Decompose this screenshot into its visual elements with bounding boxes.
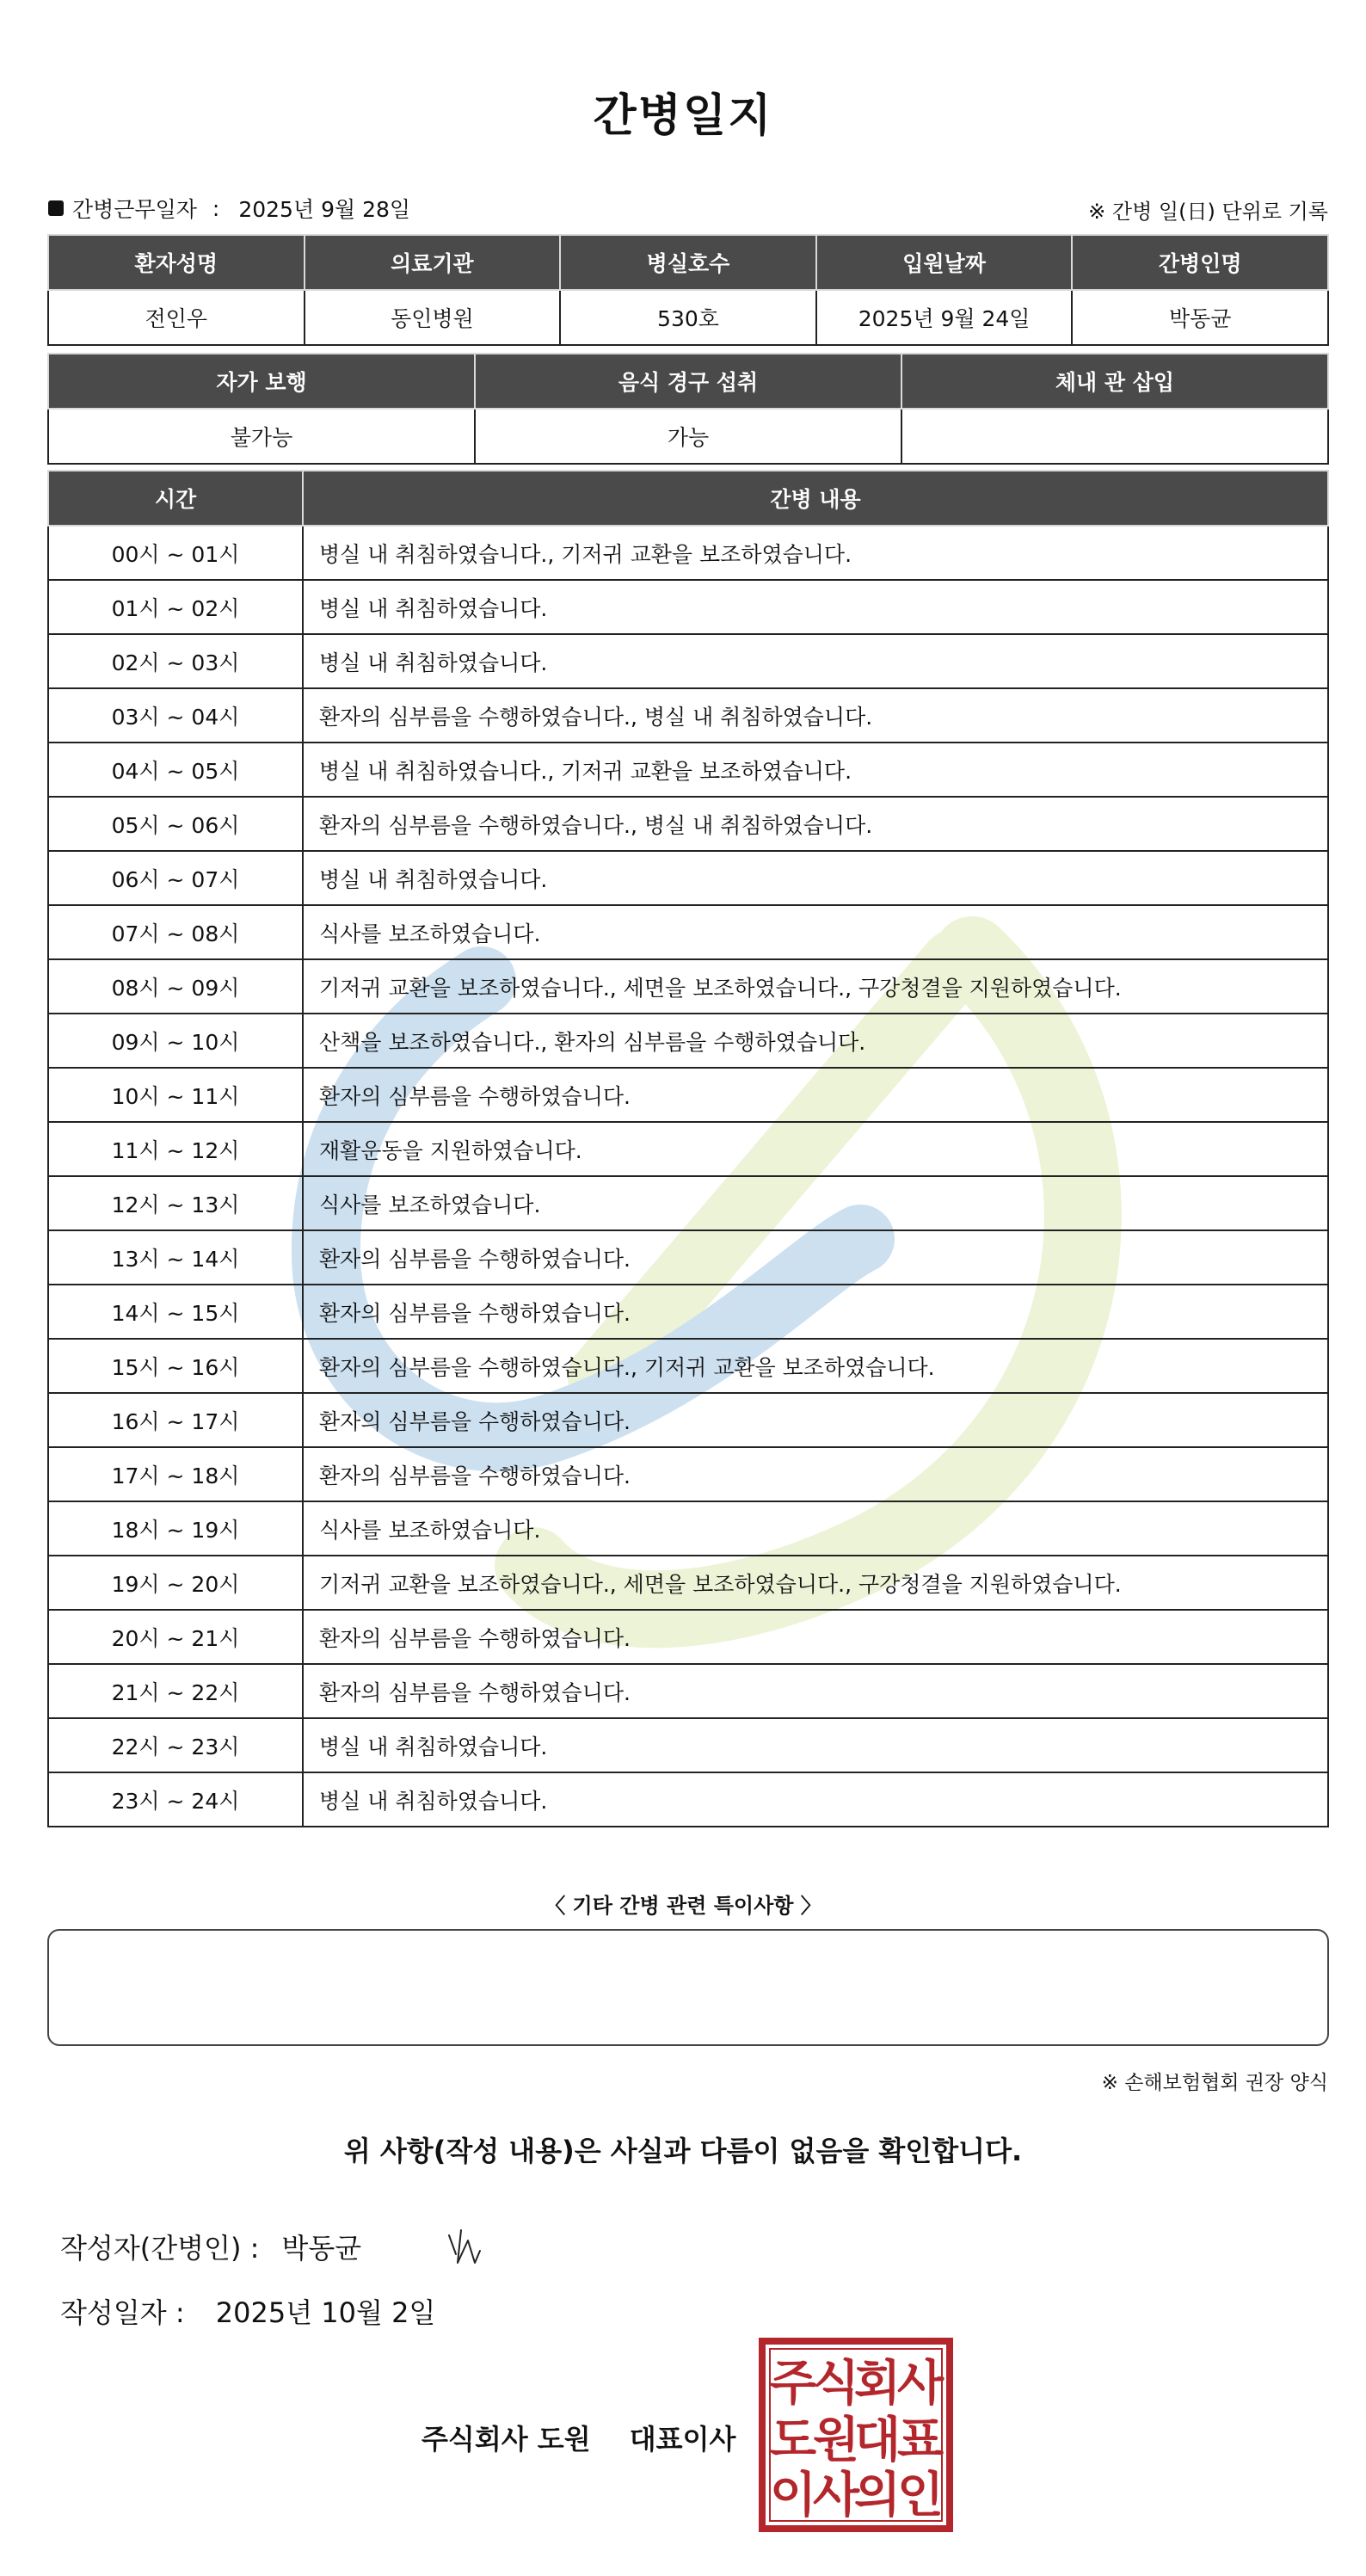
company-line	[421, 2418, 735, 2457]
log-content: 병실 내 취침하였습니다.	[303, 1718, 1328, 1772]
log-content: 산책을 보조하였습니다., 환자의 심부름을 수행하였습니다.	[303, 1014, 1328, 1068]
log-content: 기저귀 교환을 보조하였습니다., 세면을 보조하였습니다., 구강청결을 지원하였습니다.	[303, 1556, 1328, 1610]
stamp-char: 주	[769, 2356, 817, 2412]
log-content: 병실 내 취침하였습니다.	[303, 1772, 1328, 1827]
table-row	[48, 1447, 1328, 1501]
log-content: 병실 내 취침하였습니다., 기저귀 교환을 보조하였습니다.	[303, 526, 1328, 580]
stamp-char: 원	[812, 2413, 860, 2468]
table-row	[48, 1393, 1328, 1447]
page-title: 간병일지	[593, 90, 773, 142]
table-row	[48, 905, 1328, 959]
header-patient-name: 환자성명	[48, 235, 305, 290]
log-time: 19시 ~ 20시	[48, 1556, 303, 1610]
care-log-table	[47, 470, 1329, 1827]
writer-line	[60, 2225, 504, 2268]
table-row	[48, 1339, 1328, 1393]
stamp-char: 사	[812, 2468, 860, 2524]
log-time: 13시 ~ 14시	[48, 1230, 303, 1285]
header-self-walking: 자가 보행	[48, 354, 475, 409]
admission-date: 2025년 9월 24일	[816, 290, 1073, 345]
write-date-line	[60, 2291, 435, 2331]
log-content: 환자의 심부름을 수행하였습니다., 병실 내 취침하였습니다.	[303, 688, 1328, 743]
log-time: 08시 ~ 09시	[48, 959, 303, 1014]
stamp-char: 의	[853, 2468, 901, 2524]
stamp-char: 대	[853, 2413, 901, 2468]
header-admission-date: 입원날짜	[816, 235, 1073, 290]
table-row	[48, 1122, 1328, 1176]
write-date-value: 2025년 10월 2일	[215, 2296, 436, 2329]
table-row	[48, 1556, 1328, 1610]
table-row	[48, 634, 1328, 688]
header-caregiver-name: 간병인명	[1072, 235, 1328, 290]
table-row	[48, 959, 1328, 1014]
patient-info-table	[47, 234, 1329, 346]
patient-name: 전인우	[48, 290, 305, 345]
table-row	[48, 526, 1328, 580]
table-row	[48, 688, 1328, 743]
log-time: 09시 ~ 10시	[48, 1014, 303, 1068]
company-seal-stamp	[759, 2338, 953, 2532]
oral-intake: 가능	[475, 409, 901, 464]
log-time: 12시 ~ 13시	[48, 1176, 303, 1230]
log-time: 22시 ~ 23시	[48, 1718, 303, 1772]
room-number: 530호	[560, 290, 816, 345]
table-row	[48, 743, 1328, 797]
table-row	[48, 1285, 1328, 1339]
table-row	[48, 1772, 1328, 1827]
table-row	[48, 1610, 1328, 1664]
log-content: 기저귀 교환을 보조하였습니다., 세면을 보조하였습니다., 구강청결을 지원하였습니다.	[303, 959, 1328, 1014]
table-row	[48, 580, 1328, 634]
hospital: 동인병원	[305, 290, 561, 345]
log-content: 환자의 심부름을 수행하였습니다., 기저귀 교환을 보조하였습니다.	[303, 1339, 1328, 1393]
log-time: 21시 ~ 22시	[48, 1664, 303, 1718]
stamp-char: 회	[853, 2356, 901, 2412]
log-content: 식사를 보조하였습니다.	[303, 1501, 1328, 1556]
table-row	[48, 1230, 1328, 1285]
table-row	[48, 1501, 1328, 1556]
remarks-title: 〈 기타 간병 관련 특이사항 〉	[545, 1894, 821, 1918]
log-content: 재활운동을 지원하였습니다.	[303, 1122, 1328, 1176]
log-content: 환자의 심부름을 수행하였습니다.	[303, 1664, 1328, 1718]
tube-insertion	[901, 409, 1328, 464]
stamp-char: 이	[769, 2468, 817, 2524]
log-time: 01시 ~ 02시	[48, 580, 303, 634]
log-content: 환자의 심부름을 수행하였습니다.	[303, 1285, 1328, 1339]
table-row	[48, 1014, 1328, 1068]
log-time: 18시 ~ 19시	[48, 1501, 303, 1556]
log-content: 환자의 심부름을 수행하였습니다.	[303, 1068, 1328, 1122]
log-content: 환자의 심부름을 수행하였습니다.	[303, 1610, 1328, 1664]
table-row	[48, 1664, 1328, 1718]
care-log-body	[48, 526, 1328, 1827]
log-time: 17시 ~ 18시	[48, 1447, 303, 1501]
log-content: 병실 내 취침하였습니다., 기저귀 교환을 보조하였습니다.	[303, 743, 1328, 797]
stamp-char: 사	[896, 2356, 945, 2412]
log-content: 환자의 심부름을 수행하였습니다.	[303, 1393, 1328, 1447]
bullet-square-icon	[48, 200, 64, 216]
log-content: 환자의 심부름을 수행하였습니다., 병실 내 취침하였습니다.	[303, 797, 1328, 851]
log-time: 06시 ~ 07시	[48, 851, 303, 905]
log-time: 11시 ~ 12시	[48, 1122, 303, 1176]
log-time: 10시 ~ 11시	[48, 1068, 303, 1122]
caregiver-name: 박동균	[1072, 290, 1328, 345]
form-note: ※ 손해보험협회 권장 양식	[1101, 2072, 1328, 2094]
signature-icon	[444, 2225, 504, 2268]
log-time: 00시 ~ 01시	[48, 526, 303, 580]
write-date-label: 작성일자 :	[60, 2296, 185, 2329]
work-date-label: 간병근무일자	[72, 197, 197, 222]
unit-note: ※ 간병 일(日) 단위로 기록	[1088, 200, 1328, 224]
log-content: 식사를 보조하였습니다.	[303, 905, 1328, 959]
header-room-number: 병실호수	[560, 235, 816, 290]
log-time: 07시 ~ 08시	[48, 905, 303, 959]
header-oral-intake: 음식 경구 섭취	[475, 354, 901, 409]
log-content: 식사를 보조하였습니다.	[303, 1176, 1328, 1230]
stamp-char: 표	[896, 2413, 945, 2468]
table-row	[48, 797, 1328, 851]
work-date-separator: :	[212, 195, 220, 221]
header-care-content: 간병 내용	[303, 471, 1328, 526]
log-time: 04시 ~ 05시	[48, 743, 303, 797]
log-time: 16시 ~ 17시	[48, 1393, 303, 1447]
self-walking: 불가능	[48, 409, 475, 464]
log-time: 03시 ~ 04시	[48, 688, 303, 743]
header-tube-insertion: 체내 관 삽입	[901, 354, 1328, 409]
writer-label: 작성자(간병인) :	[60, 2232, 260, 2265]
writer-name: 박동균	[281, 2232, 362, 2265]
log-time: 20시 ~ 21시	[48, 1610, 303, 1664]
table-row	[48, 1718, 1328, 1772]
stamp-char: 도	[769, 2413, 817, 2468]
header-hospital: 의료기관	[305, 235, 561, 290]
log-content: 병실 내 취침하였습니다.	[303, 851, 1328, 905]
work-date-line	[48, 193, 410, 224]
confirmation-statement: 위 사항(작성 내용)은 사실과 다름이 없음을 확인합니다.	[343, 2135, 1023, 2167]
log-content: 병실 내 취침하였습니다.	[303, 580, 1328, 634]
company-title: 대표이사	[629, 2423, 736, 2456]
log-time: 05시 ~ 06시	[48, 797, 303, 851]
log-time: 15시 ~ 16시	[48, 1339, 303, 1393]
remarks-box	[47, 1929, 1329, 2046]
patient-status-table	[47, 353, 1329, 465]
log-content: 병실 내 취침하였습니다.	[303, 634, 1328, 688]
log-content: 환자의 심부름을 수행하였습니다.	[303, 1230, 1328, 1285]
stamp-char: 인	[896, 2468, 945, 2524]
table-row	[48, 851, 1328, 905]
company-name: 주식회사 도원	[421, 2423, 591, 2456]
table-row	[48, 1176, 1328, 1230]
log-time: 14시 ~ 15시	[48, 1285, 303, 1339]
log-content: 환자의 심부름을 수행하였습니다.	[303, 1447, 1328, 1501]
header-time: 시간	[48, 471, 303, 526]
log-time: 02시 ~ 03시	[48, 634, 303, 688]
stamp-char: 식	[812, 2356, 860, 2412]
log-time: 23시 ~ 24시	[48, 1772, 303, 1827]
work-date-value: 2025년 9월 28일	[238, 197, 411, 222]
table-row	[48, 1068, 1328, 1122]
